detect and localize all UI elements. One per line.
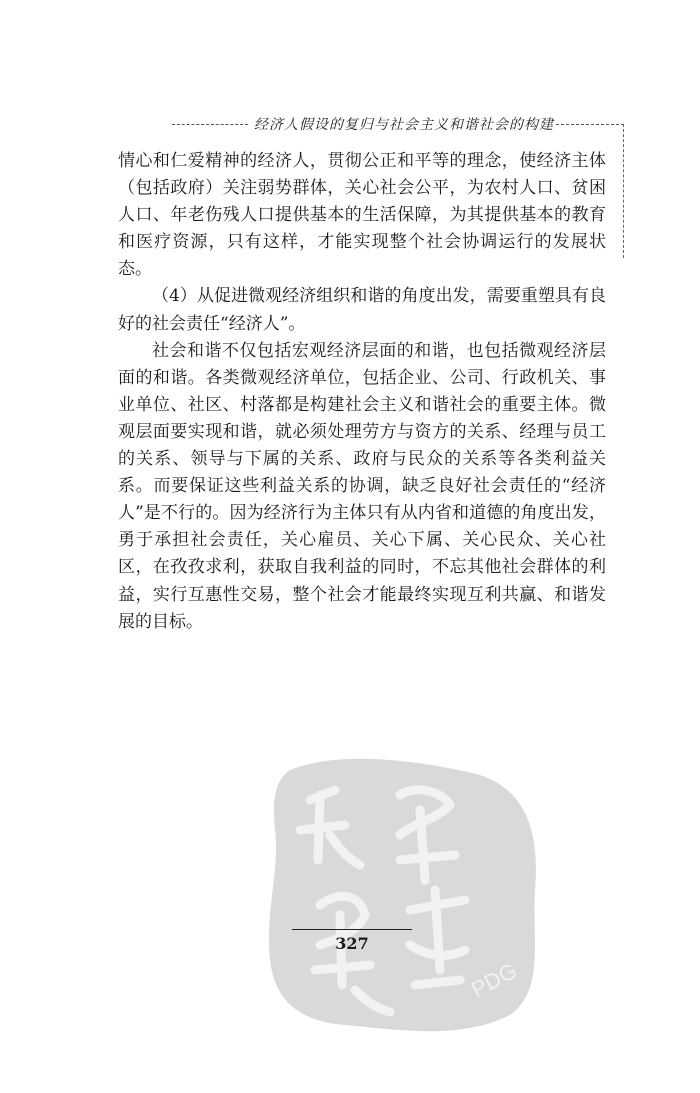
page-number: 327	[335, 934, 369, 953]
running-header	[172, 114, 624, 134]
paragraph-point-4: （4）从促进微观经济组织和谐的角度出发，需要重塑具有良好的社会责任“经济人”。	[118, 286, 606, 334]
header-dash-left	[172, 124, 248, 125]
body-text	[118, 148, 606, 636]
paragraph-continued: 情心和仁爱精神的经济人，贯彻公正和平等的理念，使经济主体（包括政府）关注弱势群体，关心社会公平，为农村人口、贫困人口、年老伤残人口提供基本的生活保障，为其提供基本的教育和医疗资源，只有这样，才能实现整个社会协调运行的发展状态。	[118, 151, 606, 280]
seal-pdg-label: PDG	[467, 957, 521, 1003]
folio-rule	[292, 929, 412, 930]
paragraph-micro-harmony: 社会和谐不仅包括宏观经济层面的和谐，也包括微观经济层面的和谐。各类微观经济单位，包括企业、公司、行政机关、事业单位、社区、村落都是构建社会主义和谐社会的重要主体。微观层面要实现和谐，就必须处理劳方与资方的关系、经理与员工的关系、领导与下属的关系、政府与民众的关系等各类利益关系。而要保证这些利益关系的协调，缺乏良好社会责任的“经济人”是不行的。因为经济行为主体只有从内省和道德的角度出发，勇于承担社会责任，关心雇员、关心下属、关心民众、关心社区，在孜孜求利，获取自我利益的同时，不忘其他社会群体的利益，实行互惠性交易，整个社会才能最终实现互利共赢、和谐发展的目标。	[118, 340, 606, 632]
margin-dashed-rule	[623, 124, 624, 258]
seal-watermark	[250, 740, 550, 1040]
header-dash-right	[556, 124, 624, 125]
running-header-title: 经济人假设的复归与社会主义和谐社会的构建	[254, 117, 554, 133]
